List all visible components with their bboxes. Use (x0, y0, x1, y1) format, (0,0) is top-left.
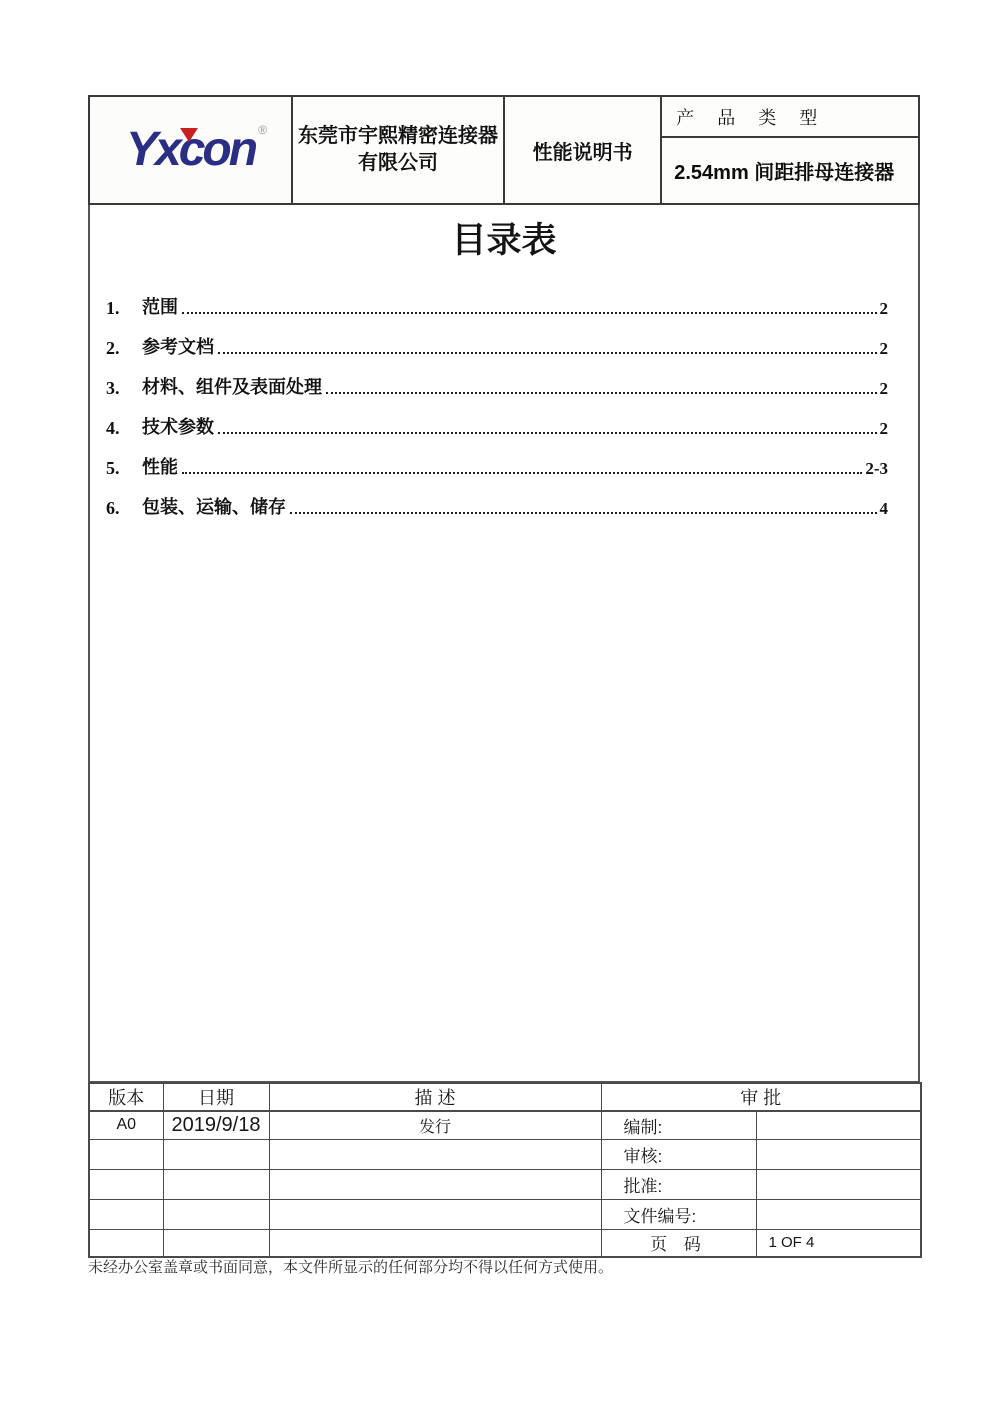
document-header-table (88, 95, 920, 205)
registered-trademark-icon: ® (258, 123, 268, 137)
revision-table (88, 1082, 922, 1258)
document-type-cell (505, 97, 662, 203)
toc-item-number: 6. (106, 498, 120, 518)
description-header: 描 述 (269, 1083, 601, 1111)
toc-item-label: 材料、组件及表面处理 (142, 377, 322, 397)
toc-item-page: 4 (879, 499, 888, 518)
toc-dotted-leader (290, 512, 877, 514)
date-cell (163, 1169, 269, 1199)
version-cell (89, 1229, 163, 1257)
approval-value (756, 1169, 921, 1199)
toc-item-number: 4. (106, 418, 120, 438)
date-cell (163, 1199, 269, 1229)
product-type-value: 2.54mm 间距排母连接器 (674, 162, 895, 184)
toc-item-label: 范围 (142, 297, 178, 317)
description-cell (269, 1169, 601, 1199)
description-cell (269, 1139, 601, 1169)
toc-section (88, 205, 920, 1082)
version-cell (89, 1199, 163, 1229)
description-cell: 发行 (269, 1111, 601, 1139)
toc-item-2 (98, 319, 888, 359)
revision-row-5 (89, 1229, 921, 1257)
product-type-label: 产 品 类 型 (662, 97, 918, 138)
date-cell: 2019/9/18 (163, 1111, 269, 1139)
date-header: 日期 (163, 1083, 269, 1111)
version-header: 版本 (89, 1083, 163, 1111)
toc-title: 目录表 (451, 220, 557, 261)
date-cell (163, 1139, 269, 1169)
toc-item-label: 性能 (142, 457, 178, 477)
toc-item-page: 2 (879, 339, 888, 358)
toc-item-number: 5. (106, 458, 120, 478)
toc-item-3 (98, 359, 888, 399)
approval-value (756, 1199, 921, 1229)
revision-row-2 (89, 1139, 921, 1169)
toc-item-6 (98, 479, 888, 519)
toc-list (90, 263, 918, 519)
company-name-line2: 有限公司 (358, 152, 438, 174)
toc-item-1 (98, 279, 888, 319)
approval-value (756, 1111, 921, 1139)
revision-row-3 (89, 1169, 921, 1199)
revision-header-row (89, 1083, 921, 1111)
logo-triangle-icon (180, 128, 198, 142)
toc-item-number: 3. (106, 378, 120, 398)
revision-row-1 (89, 1111, 921, 1139)
approval-label-prepared: 编制: (601, 1111, 756, 1139)
confidentiality-notice: 未经办公室盖章或书面同意，本文件所显示的任何部分均不得以任何方式使用。 (88, 1259, 614, 1276)
date-cell (163, 1229, 269, 1257)
approval-label-approved: 批准: (601, 1169, 756, 1199)
company-name-cell (293, 97, 505, 203)
approval-label-doc-number: 文件编号: (601, 1199, 756, 1229)
toc-item-label: 参考文档 (142, 337, 214, 357)
description-cell (269, 1229, 601, 1257)
toc-item-page: 2 (879, 299, 888, 318)
toc-item-page: 2-3 (865, 459, 888, 478)
toc-item-label: 包装、运输、储存 (142, 497, 286, 517)
page-number-value: 1 OF 4 (756, 1229, 921, 1257)
toc-item-page: 2 (879, 419, 888, 438)
approval-label-reviewed: 审核: (601, 1139, 756, 1169)
approval-header: 审 批 (601, 1083, 921, 1111)
toc-dotted-leader (218, 432, 877, 434)
logo-cell (90, 97, 293, 203)
toc-dotted-leader (326, 392, 877, 394)
approval-value (756, 1139, 921, 1169)
toc-item-number: 2. (106, 338, 120, 358)
toc-item-4 (98, 399, 888, 439)
version-cell (89, 1139, 163, 1169)
version-cell (89, 1169, 163, 1199)
toc-dotted-leader (218, 352, 877, 354)
logo-wordmark: Yxcon (125, 123, 256, 176)
toc-item-5 (98, 439, 888, 479)
version-cell: A0 (89, 1111, 163, 1139)
company-name-line1: 东莞市宇熙精密连接器 (298, 125, 498, 147)
page-number-label: 页 码 (601, 1229, 756, 1257)
toc-item-label: 技术参数 (142, 417, 214, 437)
product-type-cell (662, 97, 918, 203)
company-logo (125, 123, 268, 176)
toc-item-page: 2 (879, 379, 888, 398)
toc-item-number: 1. (106, 298, 120, 318)
document-type: 性能说明书 (532, 141, 633, 164)
toc-dotted-leader (182, 312, 877, 314)
revision-row-4 (89, 1199, 921, 1229)
description-cell (269, 1199, 601, 1229)
toc-dotted-leader (182, 472, 862, 474)
